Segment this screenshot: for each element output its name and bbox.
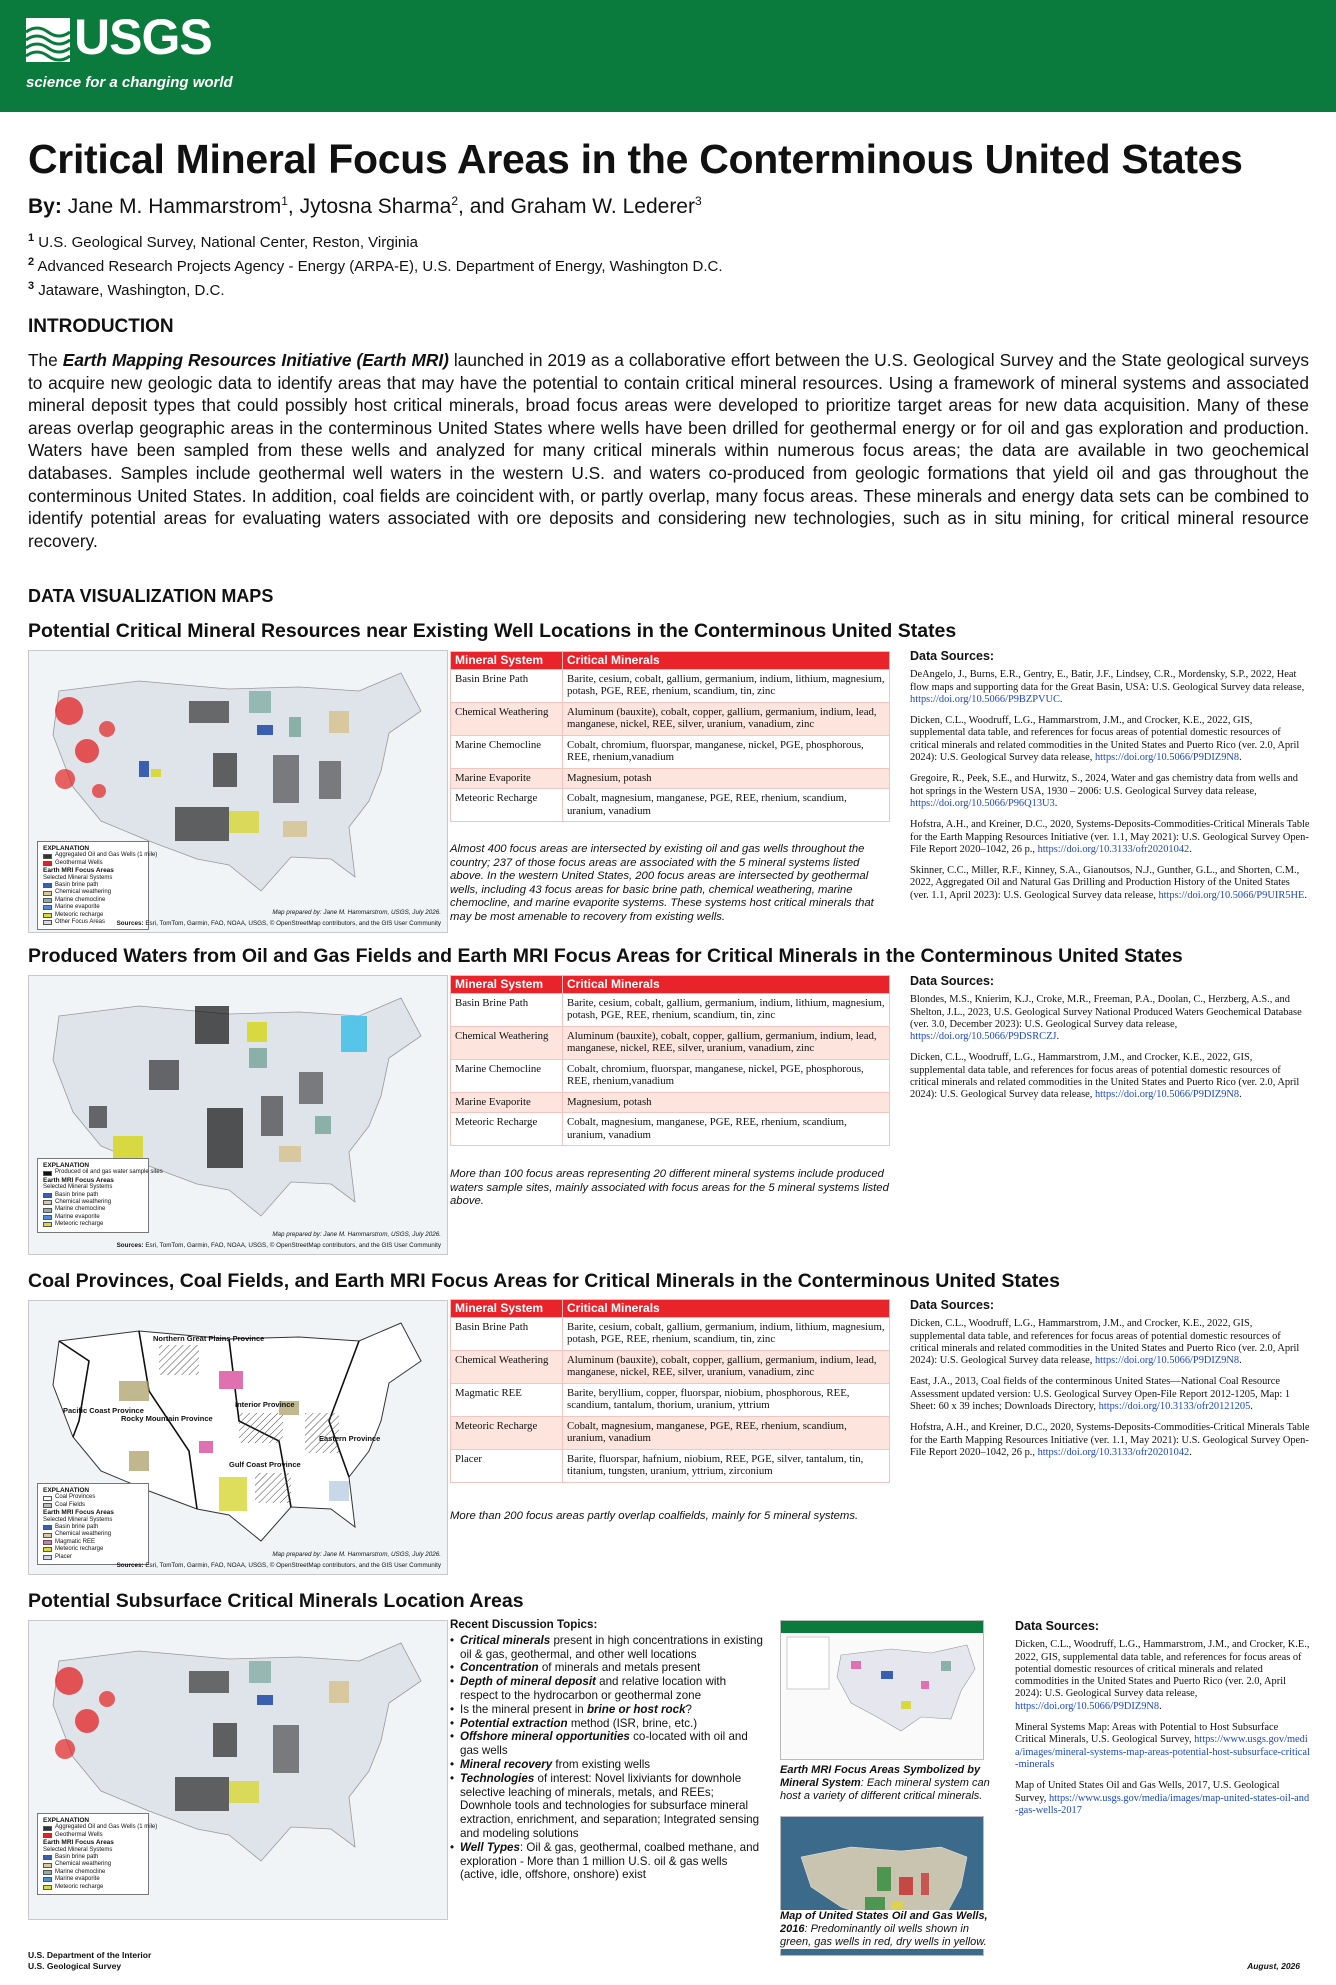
- intro-paragraph: [28, 349, 1309, 552]
- legend-item: Chemical weathering: [43, 1531, 143, 1538]
- table-row: Chemical Weathering Aluminum (bauxite), cobalt, copper, gallium, germanium, indium, lead, manganese, nickel, REE, silver, uranium, vanadium, zinc: [451, 1350, 890, 1383]
- affiliation-num: 3: [28, 280, 35, 292]
- province-label: Interior Province: [235, 1400, 295, 1409]
- thumbnail-caption: Map of United States Oil and Gas Wells, 2016: Predominantly oil wells shown in green, gas wells in red, dry wells in yellow.: [780, 1910, 990, 1949]
- map-credit: Map prepared by: Jane M. Hammarstrom, USGS, July 2026.: [272, 1231, 441, 1238]
- legend-item: Basin brine path: [43, 882, 143, 889]
- source-link[interactable]: https://doi.org/10.5066/P9UIR5HE: [1158, 889, 1305, 901]
- source-entry: Map of United States Oil and Gas Wells, 2017, U.S. Geological Survey, https://www.usgs.gov/media/images/map-united-states-oil-and-gas-wells-2017: [1015, 1780, 1310, 1816]
- list-item: • Technologies of interest: Novel lixiviants for downhole selective leaching of minerals, metals, and REEs; Downhole tools and technologies for subsurface mineral extraction, enrichment, and separation; Integrated sensing and modeling solutions: [450, 1772, 765, 1841]
- list-item: • Critical minerals present in high concentrations in existing oil & gas, geothermal, and other well locations: [450, 1634, 765, 1662]
- table-row: Meteoric Recharge Cobalt, magnesium, manganese, PGE, REE, rhenium, scandium, uranium, vanadium: [451, 789, 890, 822]
- affiliation: [28, 232, 418, 251]
- topics-heading: Recent Discussion Topics:: [450, 1618, 598, 1631]
- affiliation: [28, 256, 722, 275]
- legend-item: Basin brine path: [43, 1854, 143, 1861]
- source-entry: Dicken, C.L., Woodruff, L.G., Hammarstrom, J.M., and Crocker, K.E., 2022, GIS, supplemental data table, and references for focus areas of potential domestic resources of critical minerals and related commodities in the United States and Puerto Rico (ver. 2.0, April 2024): U.S. Geological Survey data release, https://doi.org/10.5066/P9DIZ9N8.: [910, 715, 1300, 764]
- legend-item: Marine evaporite: [43, 1876, 143, 1883]
- legend-caption: Selected Mineral Systems: [43, 1184, 113, 1191]
- table-row: Placer Barite, fluorspar, hafnium, niobium, REE, PGE, silver, tantalum, tin, titanium, tungsten, uranium, yttrium, zirconium: [451, 1449, 890, 1482]
- source-entry: Blondes, M.S., Knierim, K.J., Croke, M.R., Freeman, P.A., Doolan, C., Herzberg, A.S., and Shelton, J.L., 2023, U.S. Geological Survey National Produced Waters Geochemical Database (ver. 3.0, December 2023): U.S. Geological Survey data release, https://doi.org/10.5066/P9DSRCZJ.: [910, 994, 1302, 1043]
- intro-lead: The: [28, 350, 63, 370]
- legend-title: EXPLANATION: [43, 1162, 90, 1169]
- legend-caption: Selected Mineral Systems: [43, 1846, 113, 1853]
- intro-heading: INTRODUCTION: [28, 316, 174, 337]
- mineral-systems-map-image: [781, 1621, 984, 1760]
- legend-item: Aggregated Oil and Gas Wells (1 mile): [43, 1824, 143, 1831]
- legend-subtitle: Earth MRI Focus Areas: [43, 1176, 114, 1184]
- table-header: Critical Minerals: [563, 976, 890, 994]
- legend-item: Magmatic REE: [43, 1539, 143, 1546]
- source-entry: Mineral Systems Map: Areas with Potential to Host Subsurface Critical Minerals, U.S. Geological Survey, https://www.usgs.gov/media/images/mineral-systems-map-areas-potential-host-subsurface-critical-minerals: [1015, 1722, 1310, 1770]
- section-heading: Potential Critical Mineral Resources near Existing Well Locations in the Conterminous United States: [28, 620, 957, 642]
- list-item: • Potential extraction method (ISR, brine, etc.): [450, 1717, 765, 1731]
- topics-list: [450, 1634, 765, 1882]
- intro-emphasis: Earth Mapping Resources Initiative (Earth MRI): [62, 350, 449, 370]
- legend-item: Coal Fields: [43, 1502, 143, 1509]
- legend-item: Marine evaporite: [43, 904, 143, 911]
- table-row: Marine Evaporite Magnesium, potash: [451, 1092, 890, 1113]
- province-label: Gulf Coast Province: [229, 1460, 301, 1469]
- source-entry: Skinner, C.C., Miller, R.F., Kinney, S.A., Gianoutsos, N.J., Gunther, G.L., and Shorten, C.M., 2022, Aggregated Oil and Natural Gas Drilling and Production History of the United States (ver. 1.1, April 2023): U.S. Geological Survey data release, https://doi.org/10.5066/P9UIR5HE.: [910, 865, 1307, 901]
- province-label: Eastern Province: [319, 1434, 381, 1443]
- legend-item: Other Focus Areas: [43, 919, 143, 926]
- author-name: Jane M. Hammarstrom: [67, 195, 282, 218]
- source-link[interactable]: https://doi.org/10.3133/ofr20201042: [1037, 843, 1190, 855]
- footer-date: August, 2026: [1247, 1961, 1300, 1971]
- legend-item: Chemical weathering: [43, 889, 143, 896]
- data-sources: [910, 650, 1310, 911]
- table-row: Basin Brine Path Barite, cesium, cobalt, gallium, germanium, indium, lithium, magnesium, potash, PGE, REE, rhenium, scandium, tin, zinc: [451, 669, 890, 702]
- data-sources: [910, 975, 1310, 1111]
- section-heading: Produced Waters from Oil and Gas Fields and Earth MRI Focus Areas for Critical Minerals in the Conterminous United States: [28, 945, 1183, 967]
- source-link[interactable]: https://doi.org/10.5066/P9DIZ9N8: [1094, 1355, 1240, 1367]
- map-legend: [37, 841, 158, 930]
- legend-title: EXPLANATION: [43, 845, 90, 852]
- map-sources: Sources: Esri, TomTom, Garmin, FAO, NOAA, USGS, © OpenStreetMap contributors, and the GIS User Community: [116, 1242, 441, 1249]
- table-row: Marine Chemocline Cobalt, chromium, fluorspar, manganese, nickel, PGE, phosphorous, REE, rhenium,vanadium: [451, 1059, 890, 1092]
- source-entry: Hofstra, A.H., and Kreiner, D.C., 2020, Systems-Deposits-Commodities-Critical Minerals Table for the Earth Mapping Resources Initiative (ver. 1.1, May 2021): U.S. Geological Survey Open-File Report 2020–1042, 26 p., https://doi.org/10.3133/ofr20201042.: [910, 1422, 1310, 1458]
- footer-agency: [28, 1950, 151, 1972]
- affiliation-text: Advanced Research Projects Agency - Energy (ARPA-E), U.S. Department of Energy, Washington D.C.: [37, 258, 723, 275]
- logo-text: USGS: [74, 9, 212, 65]
- legend-caption: Selected Mineral Systems: [43, 874, 113, 881]
- author-sep: , and: [458, 195, 511, 218]
- list-item: • Mineral recovery from existing wells: [450, 1758, 765, 1772]
- map-sources: Sources: Esri, TomTom, Garmin, FAO, NOAA, USGS, © OpenStreetMap contributors, and the GIS User Community: [116, 920, 441, 927]
- table-row: Chemical Weathering Aluminum (bauxite), cobalt, copper, gallium, germanium, indium, lead, manganese, nickel, REE, silver, uranium, vanadium, zinc: [451, 1026, 890, 1059]
- table-row: Basin Brine Path Barite, cesium, cobalt, gallium, germanium, indium, lithium, magnesium, potash, PGE, REE, rhenium, scandium, tin, zinc: [451, 993, 890, 1026]
- footer-agency-name: U.S. Geological Survey: [28, 1961, 122, 1971]
- source-entry: Dicken, C.L., Woodruff, L.G., Hammarstrom, J.M., and Crocker, K.E., 2022, GIS, supplemental data table, and references for focus areas of potential domestic resources of critical minerals and related commodities in the United States and Puerto Rico (ver. 2.0, April 2024): U.S. Geological Survey data release, https://doi.org/10.5066/P9DIZ9N8.: [1015, 1639, 1310, 1712]
- source-link[interactable]: https://doi.org/10.5066/P9DIZ9N8: [1015, 1700, 1160, 1712]
- legend-item: Coal Provinces: [43, 1494, 143, 1501]
- section-heading: Coal Provinces, Coal Fields, and Earth MRI Focus Areas for Critical Minerals in the Conterminous United States: [28, 1270, 1060, 1292]
- table-header: Mineral System: [451, 652, 563, 670]
- footer-department: U.S. Department of the Interior: [28, 1950, 152, 1960]
- province-label: Rocky Mountain Province: [121, 1414, 213, 1423]
- legend-item: Marine chemocline: [43, 1869, 143, 1876]
- data-sources-heading: Data Sources:: [910, 649, 995, 663]
- legend-item: Basin brine path: [43, 1192, 143, 1199]
- list-item: • Well Types: Oil & gas, geothermal, coalbed methane, and exploration - More than 1 million U.S. oil & gas wells (active, idle, offshore, onshore) exist: [450, 1841, 765, 1882]
- usgs-wave-icon: [26, 18, 70, 62]
- legend-item: Marine chemocline: [43, 897, 143, 904]
- table-header: Mineral System: [451, 976, 563, 994]
- legend-item: Marine chemocline: [43, 1206, 143, 1213]
- source-link[interactable]: https://doi.org/10.5066/P9DIZ9N8: [1094, 1089, 1240, 1101]
- source-entry: Gregoire, R., Peek, S.E., and Hurwitz, S., 2024, Water and gas chemistry data from wells and hot springs in the Western USA, 1930 – 2006: U.S. Geological Survey data release, https://doi.org/10.5066/P96Q13U3.: [910, 773, 1298, 809]
- author-name: Graham W. Lederer: [510, 195, 695, 218]
- map-coal-provinces[interactable]: [28, 1300, 448, 1575]
- intro-body: launched in 2019 as a collaborative effort between the U.S. Geological Survey and the State geological surveys to acquire new geologic data to identify areas that may have the potential to contain critical mineral resources. Using a framework of mineral systems and associated mineral deposit types that could possibly host critical minerals, broad focus areas were developed to prioritize target areas for new data acquisition. Many of these areas overlap geographic areas in the conterminous United States where wells have been drilled for geothermal energy or for oil and gas exploration and production. Waters have been sampled from these wells and analyzed for many critical minerals within numerous focus areas; the data are available in two geochemical databases. Samples include geothermal well waters in the western U.S. and waters co-produced from geologic formations that yield oil and gas throughout the conterminous United States. In addition, coal fields are coincident with, or partly overlap, many focus areas. These minerals and energy data sets can be combined to identify potential areas for evaluating waters associated with ore deposits and considering new technologies, such as in situ mining, for critical mineral resource recovery.: [28, 350, 1309, 551]
- source-entry: East, J.A., 2013, Coal fields of the conterminous United States—National Coal Resource Assessment updated version: U.S. Geological Survey Open-File Report 2012-1205, Map: 1 Sheet: 60 x 39 inches; Downloads Directory, https://doi.org/10.3133/ofr20121205.: [910, 1376, 1291, 1413]
- source-link[interactable]: https://doi.org/10.3133/ofr20121205: [1098, 1401, 1251, 1413]
- source-link[interactable]: https://doi.org/10.5066/P9BZPVUC: [910, 693, 1060, 705]
- map-sources: Sources: Esri, TomTom, Garmin, FAO, NOAA, USGS, © OpenStreetMap contributors, and the GIS User Community: [116, 1562, 441, 1569]
- author-sup: 3: [694, 194, 702, 208]
- section-note: Almost 400 focus areas are intersected by existing oil and gas wells throughout the country; 237 of those focus areas are associated with the 5 mineral systems listed above. In the western United States, 200 focus areas are intersected by geothermal wells, including 43 focus areas for basic brine path, chemical weathering, marine chemocline, and marine evaporite systems. These systems host critical minerals that may be most amenable to recovery from existing wells.: [450, 843, 874, 923]
- thumbnail-caption: Earth MRI Focus Areas Symbolized by Mineral System: Each mineral system can host a variety of different critical minerals.: [780, 1764, 990, 1802]
- table-header: Critical Minerals: [563, 652, 890, 670]
- source-link[interactable]: https://doi.org/10.3133/ofr20201042: [1037, 1446, 1190, 1458]
- map-legend: [37, 1158, 163, 1233]
- legend-item: Chemical weathering: [43, 1861, 143, 1868]
- legend-item: Geothermal Wells: [43, 1832, 143, 1839]
- list-item: • Is the mineral present in brine or host rock?: [450, 1703, 765, 1717]
- table-row: Meteoric Recharge Cobalt, magnesium, manganese, PGE, REE, rhenium, scandium, uranium, vanadium: [451, 1416, 890, 1449]
- legend-item: Meteoric recharge: [43, 912, 143, 919]
- affiliation-text: Jataware, Washington, D.C.: [38, 282, 225, 299]
- list-item: • Offshore mineral opportunities co-located with oil and gas wells: [450, 1730, 765, 1758]
- map-legend: [37, 1813, 158, 1895]
- data-sources-heading: Data Sources:: [1015, 1619, 1100, 1633]
- legend-item: Produced oil and gas water sample sites: [43, 1169, 143, 1176]
- list-item: • Concentration of minerals and metals present: [450, 1661, 765, 1675]
- source-entry: Dicken, C.L., Woodruff, L.G., Hammarstrom, J.M., and Crocker, K.E., 2022, GIS, supplemental data table, and references for focus areas of potential domestic resources of critical minerals and related commodities in the United States and Puerto Rico (ver. 2.0, April 2024): U.S. Geological Survey data release, https://doi.org/10.5066/P9DIZ9N8.: [910, 1318, 1300, 1367]
- map-credit: Map prepared by: Jane M. Hammarstrom, USGS, July 2026.: [272, 909, 441, 916]
- author-sup: 2: [451, 194, 459, 208]
- affiliation-num: 2: [28, 256, 35, 268]
- legend-title: EXPLANATION: [43, 1817, 90, 1824]
- map-credit: Map prepared by: Jane M. Hammarstrom, USGS, July 2026.: [272, 1551, 441, 1558]
- section-heading: Potential Subsurface Critical Minerals Location Areas: [28, 1590, 524, 1612]
- province-label: Pacific Coast Province: [63, 1406, 144, 1415]
- legend-item: Meteoric recharge: [43, 1546, 143, 1553]
- usgs-logo[interactable]: [26, 9, 236, 100]
- source-entry: DeAngelo, J., Burns, E.R., Gentry, E., Batir, J.F., Lindsey, C.R., Mordensky, S.P., 2022, Heat flow maps and supporting data for the Great Basin, USA: U.S. Geological Survey data release, https://doi.org/10.5066/P9BZPVUC.: [910, 669, 1305, 705]
- table-row: Marine Evaporite Magnesium, potash: [451, 768, 890, 789]
- author-sep: ,: [287, 195, 300, 218]
- source-link[interactable]: https://www.usgs.gov/media/images/map-united-states-oil-and-gas-wells-2017: [1015, 1792, 1310, 1816]
- thumbnail-mineral-systems-map[interactable]: [780, 1620, 984, 1760]
- source-link[interactable]: https://www.usgs.gov/media/images/mineral-systems-map-areas-potential-host-subsurface-critical-minerals: [1015, 1734, 1310, 1770]
- table-header: Critical Minerals: [563, 1300, 890, 1318]
- page-title: Critical Mineral Focus Areas in the Conterminous United States: [28, 136, 1243, 182]
- map-legend: [37, 1483, 149, 1565]
- data-sources: [1015, 1620, 1311, 1826]
- table-row: Marine Chemocline Cobalt, chromium, fluorspar, manganese, nickel, PGE, phosphorous, REE, rhenium,vanadium: [451, 735, 890, 768]
- logo-tagline: science for a changing world: [26, 74, 233, 91]
- legend-subtitle: Earth MRI Focus Areas: [43, 1839, 114, 1847]
- legend-item: Basin brine path: [43, 1524, 143, 1531]
- affiliation: [28, 280, 225, 299]
- mineral-table: [450, 975, 890, 1146]
- table-row: Magmatic REE Barite, beryllium, copper, fluorspar, niobium, phosphorous, REE, scandium, tantalum, thorium, uranium, yttrium: [451, 1383, 890, 1416]
- legend-item: Chemical weathering: [43, 1199, 143, 1206]
- affiliation-text: U.S. Geological Survey, National Center, Reston, Virginia: [38, 234, 418, 251]
- data-sources-heading: Data Sources:: [910, 1298, 995, 1312]
- map-subsurface-areas[interactable]: [28, 1620, 448, 1920]
- header-banner: [0, 0, 1336, 112]
- map-produced-waters[interactable]: [28, 975, 448, 1255]
- affiliation-num: 1: [28, 232, 35, 244]
- legend-item: Aggregated Oil and Gas Wells (1 mile): [43, 852, 143, 859]
- section-note: More than 100 focus areas representing 20 different mineral systems include produced waters sample sites, mainly associated with focus areas for the 5 mineral systems listed above.: [450, 1168, 889, 1207]
- source-link[interactable]: https://doi.org/10.5066/P9DIZ9N8: [1094, 752, 1240, 764]
- section-note: More than 200 focus areas partly overlap coalfields, mainly for 5 mineral systems.: [450, 1510, 859, 1522]
- table-header: Mineral System: [451, 1300, 563, 1318]
- discussion-topics: [450, 1618, 765, 1882]
- province-label: Northern Great Plains Province: [153, 1334, 265, 1343]
- mineral-table: [450, 651, 890, 822]
- author-name: Jytosna Sharma: [299, 195, 452, 218]
- list-item: • Depth of mineral deposit and relative location with respect to the hydrocarbon or geothermal zone: [450, 1675, 765, 1703]
- legend-item: Marine evaporite: [43, 1214, 143, 1221]
- legend-subtitle: Earth MRI Focus Areas: [43, 867, 114, 875]
- source-link[interactable]: https://doi.org/10.5066/P96Q13U3: [910, 797, 1055, 809]
- byline-label: By:: [28, 195, 62, 218]
- mineral-table: [450, 1299, 890, 1483]
- data-sources: [910, 1299, 1310, 1468]
- table-row: Chemical Weathering Aluminum (bauxite), cobalt, copper, gallium, germanium, indium, lead, manganese, nickel, REE, silver, uranium, vanadium, zinc: [451, 702, 890, 735]
- map-wells-focus-areas[interactable]: [28, 650, 448, 933]
- legend-item: Meteoric recharge: [43, 1884, 143, 1891]
- legend-title: EXPLANATION: [43, 1487, 90, 1494]
- maps-heading: DATA VISUALIZATION MAPS: [28, 586, 274, 606]
- byline: [28, 194, 702, 219]
- author-sup: 1: [281, 194, 288, 208]
- source-entry: Dicken, C.L., Woodruff, L.G., Hammarstrom, J.M., and Crocker, K.E., 2022, GIS, supplemental data table, and references for focus areas of potential domestic resources of critical minerals and related commodities in the United States and Puerto Rico (ver. 2.0, April 2024): U.S. Geological Survey data release, https://doi.org/10.5066/P9DIZ9N8.: [910, 1052, 1300, 1101]
- table-row: Meteoric Recharge Cobalt, magnesium, manganese, PGE, REE, rhenium, scandium, uranium, vanadium: [451, 1113, 890, 1146]
- legend-item: Placer: [43, 1554, 143, 1561]
- data-sources-heading: Data Sources:: [910, 974, 995, 988]
- legend-item: Geothermal Wells: [43, 860, 143, 867]
- legend-item: Meteoric recharge: [43, 1221, 143, 1228]
- legend-caption: Selected Mineral Systems: [43, 1516, 113, 1523]
- table-row: Basin Brine Path Barite, cesium, cobalt, gallium, germanium, indium, lithium, magnesium, potash, PGE, REE, rhenium, scandium, tin, zinc: [451, 1317, 890, 1350]
- source-link[interactable]: https://doi.org/10.5066/P9DSRCZJ: [910, 1031, 1057, 1043]
- legend-subtitle: Earth MRI Focus Areas: [43, 1509, 114, 1517]
- source-entry: Hofstra, A.H., and Kreiner, D.C., 2020, Systems-Deposits-Commodities-Critical Minerals Table for the Earth Mapping Resources Initiative (ver. 1.1, May 2021): U.S. Geological Survey Open-File Report 2020–1042, 26 p., https://doi.org/10.3133/ofr20201042.: [910, 819, 1310, 855]
